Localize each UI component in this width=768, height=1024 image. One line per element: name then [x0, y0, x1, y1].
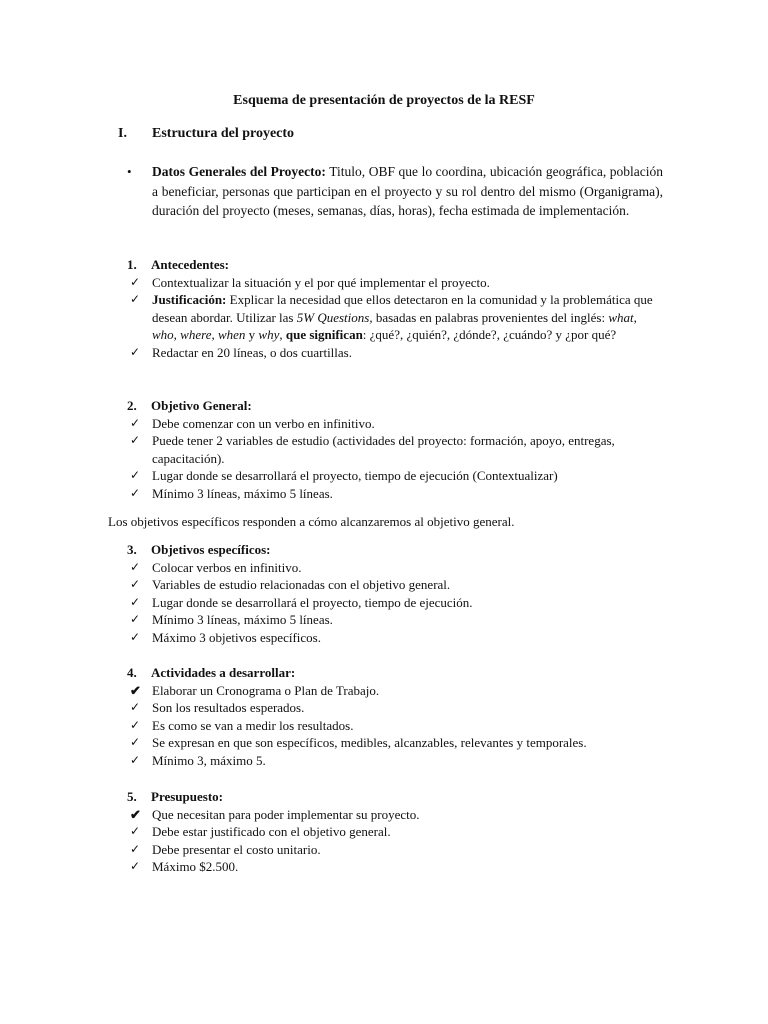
list-item: [127, 594, 663, 612]
section-heading: [127, 397, 663, 415]
justificacion-emphasis: 5W Questions,: [296, 309, 373, 325]
justificacion-text: : ¿qué?, ¿quién?, ¿dónde?, ¿cuándo? y ¿por qué?: [362, 327, 617, 342]
check-icon: ✓: [130, 344, 141, 359]
list-item-text: Debe comenzar con un verbo en infinitivo.: [152, 415, 375, 431]
justificacion-text: basadas en palabras provenientes del inglés:: [372, 309, 609, 325]
list-item: [127, 752, 663, 770]
check-icon: ✓: [130, 577, 141, 591]
list-item-text: Debe presentar el costo unitario.: [152, 841, 321, 857]
list-item-text: Redactar en 20 líneas, o dos cuartillas.: [152, 344, 352, 360]
justificacion-text: Explicar la necesidad que ellos detectaron en la comunidad y la problemática que desean abordar. Utilizar las: [152, 292, 653, 325]
list-item: [127, 485, 663, 503]
list-item-text: Lugar donde se desarrollará el proyecto, tiempo de ejecución (Contextualizar): [152, 468, 558, 483]
list-item: [127, 823, 663, 841]
list-item-text: Colocar verbos en infinitivo.: [152, 559, 302, 575]
section-title: Objetivos específicos:: [151, 542, 271, 557]
section-title: Estructura del proyecto: [152, 126, 295, 141]
check-icon: ✓: [130, 629, 141, 644]
list-item: [127, 858, 663, 876]
section-heading: [118, 125, 294, 143]
section-actividades: [127, 664, 663, 769]
check-icon: ✓: [130, 292, 141, 306]
list-item-text: Contextualizar la situación y el por qué implementar el proyecto.: [152, 274, 490, 290]
datos-generales: [127, 162, 663, 221]
check-icon: ✓: [130, 859, 141, 873]
check-icon: ✔: [130, 806, 141, 822]
list-item: [127, 432, 663, 467]
list-item: [127, 274, 663, 292]
checklist: [127, 806, 663, 876]
list-item-text: Son los resultados esperados.: [152, 700, 305, 715]
list-item-text: Variables de estudio relacionadas con el objetivo general.: [152, 577, 451, 592]
list-item-text: Elaborar un Cronograma o Plan de Trabajo.: [152, 682, 380, 698]
section-number: 4.: [127, 665, 137, 680]
section-antecedentes: [127, 256, 663, 361]
check-icon: ✓: [130, 717, 141, 732]
section-number: 1.: [127, 257, 137, 272]
check-icon: ✓: [130, 735, 141, 749]
section-heading: [127, 788, 663, 806]
justificacion-bold: que significan: [285, 327, 363, 342]
check-icon: ✓: [130, 594, 141, 609]
section-objetivos-especificos: [127, 541, 663, 646]
justificacion-emphasis: why: [258, 327, 280, 342]
checklist: [127, 559, 663, 647]
list-item-text: Mínimo 3 líneas, máximo 5 líneas.: [152, 612, 333, 627]
list-item-text: Debe estar justificado con el objetivo general.: [152, 824, 391, 839]
check-icon: ✓: [130, 485, 141, 500]
section-title: Presupuesto:: [151, 789, 223, 804]
checklist: [127, 415, 663, 503]
section-number: I.: [118, 126, 127, 141]
check-icon: ✓: [130, 752, 141, 767]
section-heading: [127, 541, 663, 559]
justificacion-label: Justificación:: [152, 292, 227, 307]
list-item: [127, 467, 663, 485]
datos-text: Titulo, OBF que lo coordina, ubicación geográfica, población a beneficiar, personas que participan en el proyecto y su rol dentro del mismo (Organigrama), duración del proyecto (meses, semanas, días, horas), fecha estimada de implementación.: [152, 164, 664, 218]
list-item-text: Se expresan en que son específicos, medibles, alcanzables, relevantes y temporales.: [152, 735, 587, 750]
bullet-icon: •: [127, 164, 132, 179]
justificacion-text: ,: [279, 327, 286, 342]
check-icon: ✓: [130, 468, 141, 482]
justificacion-emphasis: what, who, where, when: [152, 309, 637, 342]
list-item: [127, 699, 663, 717]
list-item-text: Máximo $2.500.: [152, 859, 239, 874]
list-item: [127, 344, 663, 362]
check-icon: ✓: [130, 824, 141, 838]
check-icon: ✓: [130, 700, 141, 714]
list-item: [127, 841, 663, 859]
check-icon: ✔: [130, 682, 141, 698]
section-objetivo-general: [127, 397, 663, 502]
datos-label: Datos Generales del Proyecto:: [152, 164, 326, 179]
list-item-text: Mínimo 3, máximo 5.: [152, 752, 266, 768]
section-title: Objetivo General:: [151, 398, 252, 413]
list-item: [127, 734, 663, 752]
checklist: [127, 274, 663, 362]
check-icon: ✓: [130, 433, 141, 447]
list-item: [127, 806, 663, 824]
section-heading: [127, 256, 663, 274]
check-icon: ✓: [130, 559, 141, 574]
list-item: [127, 559, 663, 577]
list-item-text: Es como se van a medir los resultados.: [152, 717, 354, 733]
check-icon: ✓: [130, 274, 141, 289]
list-item-text: Mínimo 3 líneas, máximo 5 líneas.: [152, 485, 333, 501]
list-item-text: Que necesitan para poder implementar su proyecto.: [152, 806, 420, 822]
section-heading: [127, 664, 663, 682]
checklist: [127, 682, 663, 770]
justificacion-text: y: [245, 327, 259, 342]
check-icon: ✓: [130, 415, 141, 430]
list-item: [127, 717, 663, 735]
check-icon: ✓: [130, 612, 141, 626]
list-item: [127, 576, 663, 594]
section-number: 3.: [127, 542, 137, 557]
list-item-text: Puede tener 2 variables de estudio (actividades del proyecto: formación, apoyo, entregas, capacitación).: [152, 433, 615, 466]
list-item-text: Máximo 3 objetivos específicos.: [152, 629, 321, 645]
section-title: Antecedentes:: [151, 257, 229, 272]
section-title: Actividades a desarrollar:: [151, 665, 296, 680]
section-presupuesto: [127, 788, 663, 876]
document-title: Esquema de presentación de proyectos de la RESF: [233, 93, 535, 108]
list-item: [127, 611, 663, 629]
list-item: [127, 291, 663, 344]
list-item: [127, 629, 663, 647]
section-number: 2.: [127, 398, 137, 413]
section-number: 5.: [127, 789, 137, 804]
list-item: [127, 415, 663, 433]
check-icon: ✓: [130, 841, 141, 856]
list-item-text: Lugar donde se desarrollará el proyecto, tiempo de ejecución.: [152, 594, 473, 610]
note-paragraph: Los objetivos específicos responden a cómo alcanzaremos al objetivo general.: [108, 514, 515, 529]
datos-paragraph: [152, 162, 663, 221]
list-item: [127, 682, 663, 700]
